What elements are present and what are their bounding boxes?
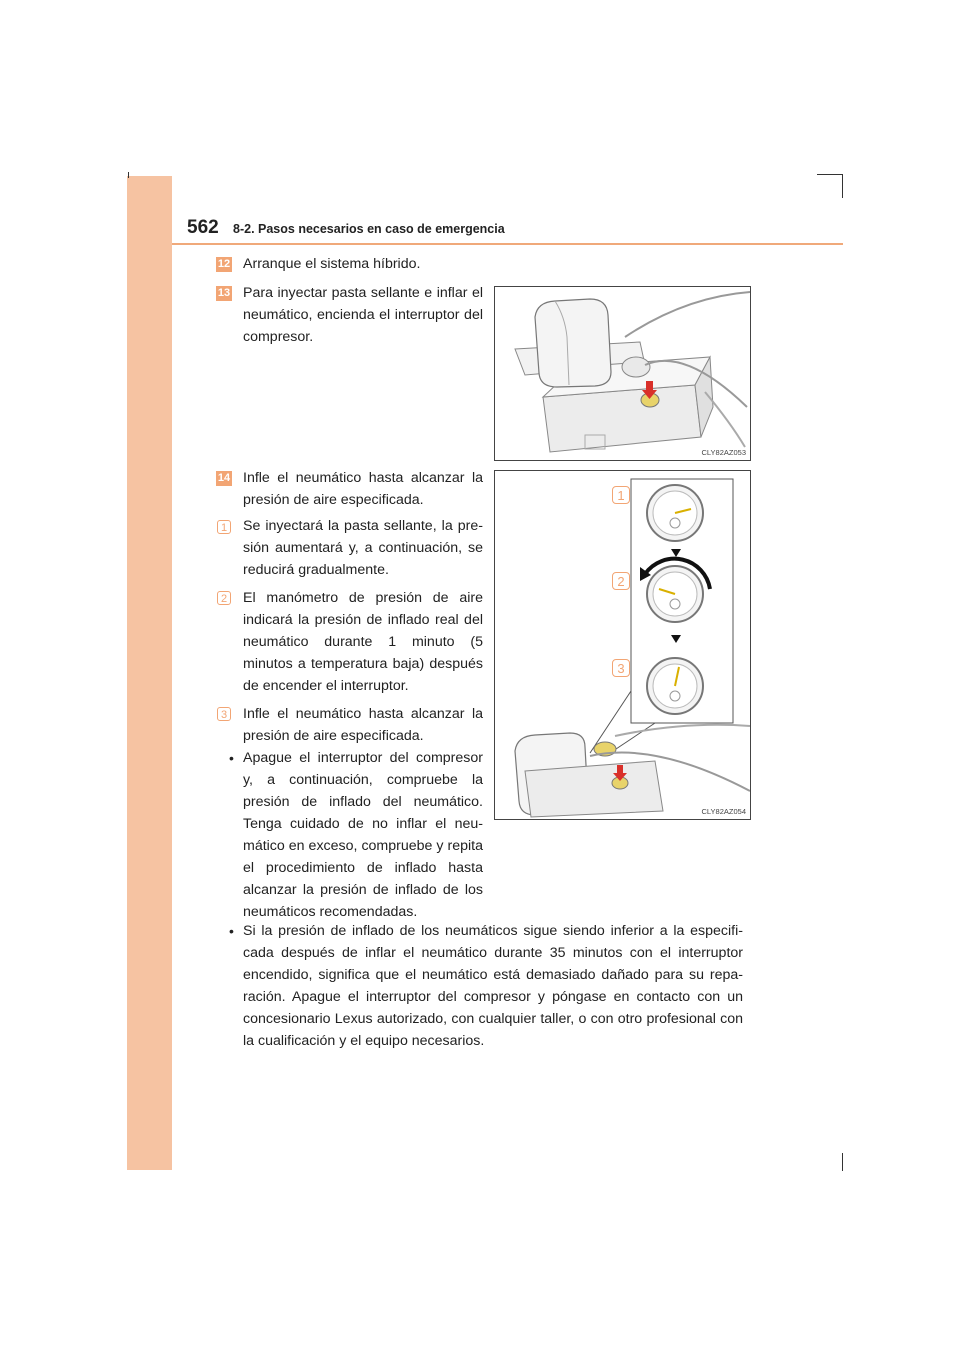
compressor-switch-figure bbox=[494, 286, 751, 461]
step-badge-13: 13 bbox=[217, 287, 231, 299]
side-color-strip bbox=[127, 176, 172, 1170]
crop-mark bbox=[128, 172, 129, 178]
sub-step-number: 1 bbox=[217, 520, 231, 534]
sub-step-number: 2 bbox=[217, 591, 231, 605]
crop-mark bbox=[842, 1153, 843, 1171]
gauge-1 bbox=[647, 485, 703, 541]
gauge-illustration bbox=[495, 471, 750, 819]
sub-step-text-3: Infle el neumático hasta alcanzar la presión de aire especificada. bbox=[243, 706, 483, 744]
header-rule bbox=[172, 243, 843, 245]
gauge-callout-2: 2 bbox=[612, 572, 630, 590]
bullet-text-2: Si la presión de inflado de los neumáticos sigue siendo inferior a la especificada después de inflar el neumático durante 35 minutos con el interruptor encendido, significa que el neumático está demasiado dañado para su reparación. Apague el interruptor del compresor y póngase en contacto con un concesionario Lexus autorizado, con cualquier taller, o con otro profesional con la cualificación y el equipo necesarios. bbox=[243, 923, 743, 1049]
bullet-dot: • bbox=[229, 750, 234, 766]
page-number: 562 bbox=[187, 217, 219, 238]
gauge-3 bbox=[647, 658, 703, 714]
gauge-callout-1: 1 bbox=[612, 486, 630, 504]
bullet-dot: • bbox=[229, 923, 234, 939]
compressor-illustration bbox=[495, 287, 750, 460]
gauge-callout-3: 3 bbox=[612, 659, 630, 677]
step-badge-12: 12 bbox=[217, 258, 231, 270]
step-text-14: Infle el neumático hasta alcanzar la presión de aire especificada. bbox=[243, 470, 483, 508]
step-badge-14: 14 bbox=[217, 472, 231, 484]
sub-step-text-1: Se inyectará la pasta sellante, la presión aumentará y, a continuación, se reducirá gradualmente. bbox=[243, 518, 483, 578]
section-title: 8-2. Pasos necesarios en caso de emergencia bbox=[233, 222, 505, 236]
bullet-text-1: Apague el interruptor del compresor y, a continuación, compruebe la presión de inflado del neumático. Tenga cuidado de no inflar el neumático en exceso, compruebe y repita el procedimiento de inflado hasta alcanzar la presión de inflado de los neumáticos recomendadas. bbox=[243, 750, 483, 920]
figure-code: CLY82AZ054 bbox=[701, 807, 746, 816]
sub-step-text-2: El manómetro de presión de aire indicará la presión de inflado real del neumático durante 1 minuto (5 minutos a temperatura baja) después de encender el interruptor. bbox=[243, 590, 483, 694]
figure-code: CLY82AZ053 bbox=[701, 448, 746, 457]
crop-mark bbox=[842, 174, 843, 198]
step-text-12: Arranque el sistema híbrido. bbox=[243, 256, 421, 272]
crop-mark bbox=[817, 174, 843, 175]
sub-step-number: 3 bbox=[217, 707, 231, 721]
step-text-13: Para inyectar pasta sellante e inflar el neumático, encienda el interruptor del compresor. bbox=[243, 285, 483, 345]
pressure-gauge-figure bbox=[494, 470, 751, 820]
